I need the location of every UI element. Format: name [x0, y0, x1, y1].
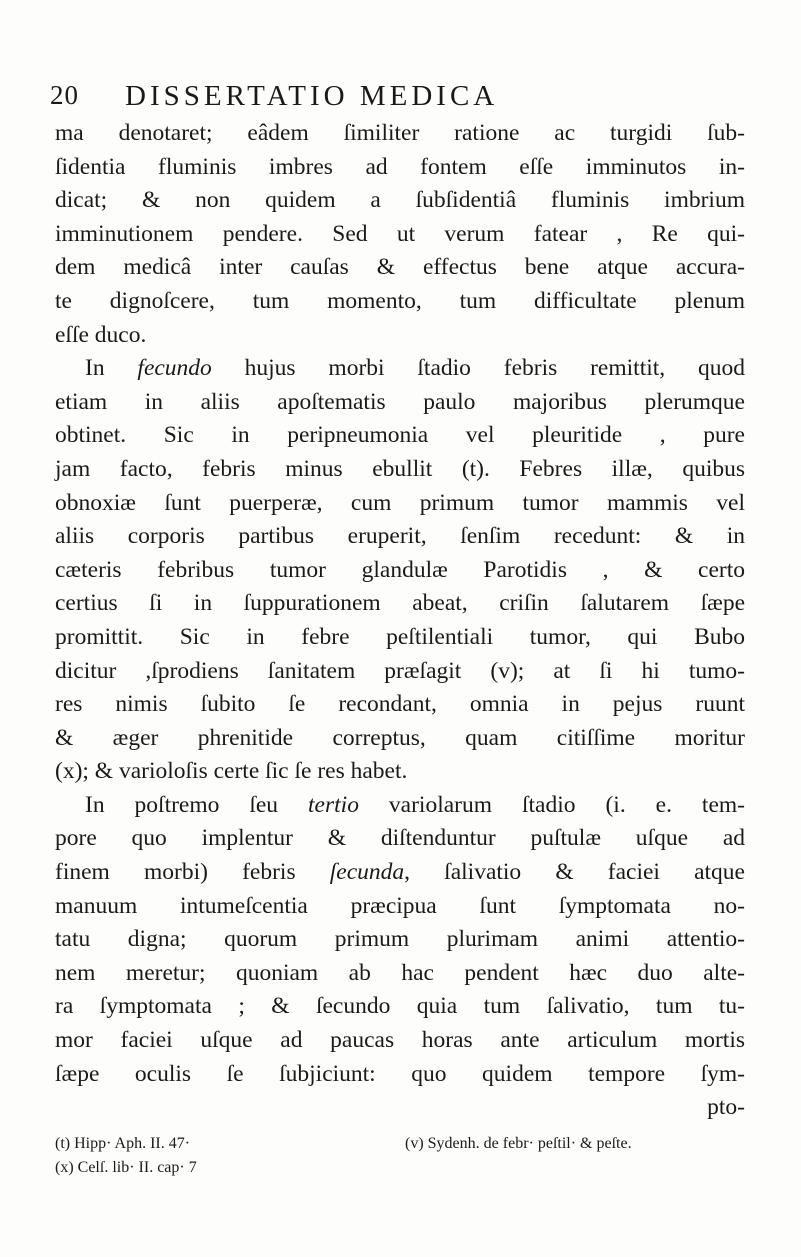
text-line: jam facto, febris minus ebullit (t). Febres illæ, quibus [55, 455, 745, 482]
text-line: etiam in aliis apoſtematis paulo majoribus plerumque [55, 388, 745, 415]
footnote-row [55, 1132, 745, 1156]
body-text [55, 117, 745, 1125]
text-line: ſidentia fluminis imbres ad fontem eſſe imminutos in- [55, 153, 745, 180]
text-line: manuum intumeſcentia præcipua ſunt ſymptomata no- [55, 892, 745, 919]
text-line: pore quo implentur & diſtenduntur puſtulæ uſque ad [55, 825, 745, 852]
text-line: dicat; & non quidem a ſubſidentiâ fluminis imbrium [55, 187, 745, 214]
text-line: ma denotaret; eâdem ſimiliter ratione ac turgidi ſub- [55, 120, 745, 146]
text-line: cæteris febribus tumor glandulæ Parotidis , & certo [55, 556, 745, 583]
footnote-v: (v) Sydenh. de febr· peſtil· & peſte. [405, 1135, 632, 1152]
text-line: (x); & varioloſis certe ſic ſe res habet. [55, 758, 408, 785]
text-line: finem morbi) febris ſecunda, ſalivatio & faciei atque [55, 859, 745, 886]
page-number: 20 [50, 80, 79, 110]
text-line: eſſe duco. [55, 321, 147, 348]
text-line: imminutionem pendere. Sed ut verum fatear , Re qui- [55, 220, 745, 247]
footnote-t: (t) Hipp· Aph. II. 47· [55, 1135, 191, 1152]
text-line: dem medicâ inter cauſas & effectus bene atque accura- [55, 254, 745, 281]
text-line: aliis corporis partibus eruperit, ſenſim recedunt: & in [55, 523, 745, 550]
text-line: ſæpe oculis ſe ſubjiciunt: quo quidem tempore ſym- [55, 1060, 745, 1087]
text-line: obtinet. Sic in peripneumonia vel pleuritide , pure [55, 422, 745, 449]
text-line: res nimis ſubito ſe recondant, omnia in pejus ruunt [55, 691, 745, 718]
text-line: te dignoſcere, tum momento, tum difficultate plenum [55, 287, 745, 314]
text-line: certius ſi in ſuppurationem abeat, criſin ſalutarem ſæpe [55, 590, 745, 617]
text-line: & æger phrenitide correptus, quam citiſſime moritur [55, 724, 745, 751]
page-header [50, 80, 690, 120]
footnotes [55, 1132, 745, 1180]
paragraph-start-line: In poſtremo ſeu tertio variolarum ſtadio (i. e. tem- [85, 791, 745, 818]
text-line: ra ſymptomata ; & ſecundo quia tum ſalivatio, tum tu- [55, 993, 745, 1020]
running-head: DISSERTATIO MEDICA [125, 80, 499, 112]
catchword: pto- [707, 1094, 745, 1121]
text-line: mor faciei uſque ad paucas horas ante articulum mortis [55, 1027, 745, 1054]
footnote-x: (x) Celſ. lib· II. cap· 7 [55, 1159, 197, 1176]
paragraph-start-line: In fecundo hujus morbi ſtadio febris remittit, quod [85, 355, 745, 382]
text-line: obnoxiæ ſunt puerperæ, cum primum tumor mammis vel [55, 489, 745, 516]
text-line: promittit. Sic in febre peſtilentiali tumor, qui Bubo [55, 623, 745, 650]
text-line: dicitur ,ſprodiens ſanitatem præſagit (v); at ſi hi tumo- [55, 657, 745, 684]
footnote-row [55, 1156, 745, 1180]
text-line: nem meretur; quoniam ab hac pendent hæc duo alte- [55, 959, 745, 986]
text-line: tatu digna; quorum primum plurimam animi attentio- [55, 926, 745, 953]
